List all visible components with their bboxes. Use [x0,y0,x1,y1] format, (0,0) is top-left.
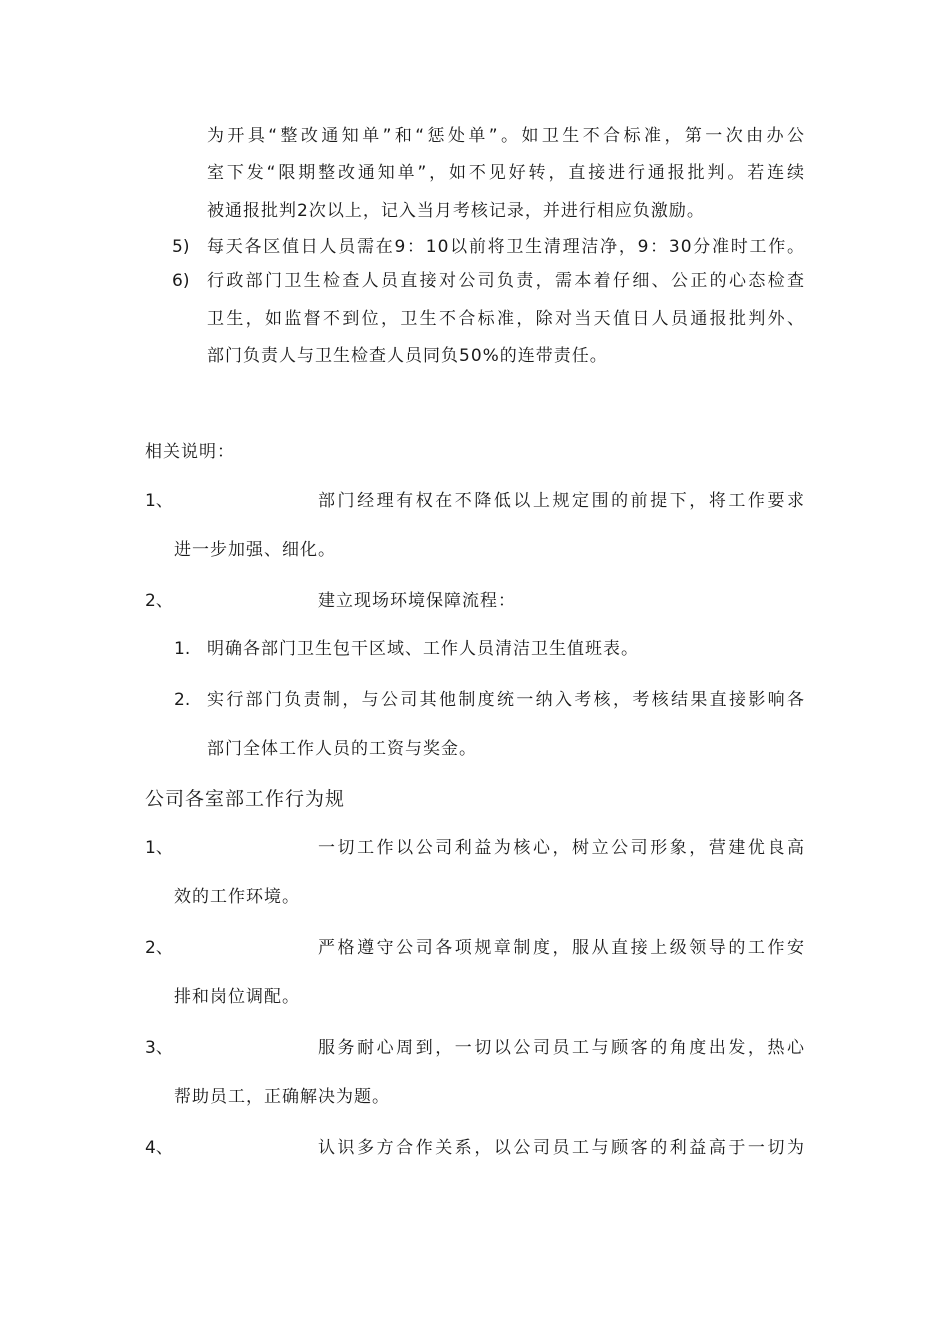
section-heading: 公司各室部工作行为规 [145,788,346,810]
sub-item-text: 明确各部门卫生包干区域、工作人员清洁卫生值班表。 [207,639,639,659]
sub-item-text: 实行部门负责制，与公司其他制度统一纳入考核，考核结果直接影响各 [207,690,805,710]
list-item-number: 3、 [145,1038,173,1058]
list-item-text: 服务耐心周到，一切以公司员工与顾客的角度出发，热心 [318,1038,805,1058]
list-item-number: 2、 [145,938,173,958]
sub-item-number: 1. [174,639,191,659]
list-item-number: 5) [172,237,190,257]
list-item-text: 认识多方合作关系，以公司员工与顾客的利益高于一切为 [318,1138,805,1158]
list-item-text: 进一步加强、细化。 [174,540,336,560]
list-item-number: 6) [172,271,190,291]
list-item-text: 一切工作以公司利益为核心，树立公司形象，营建优良高 [318,838,805,858]
list-item-text: 行政部门卫生检查人员直接对公司负责，需本着仔细、公正的心态检查 [207,271,805,291]
list-item-text: 部门负责人与卫生检查人员同负50%的连带责任。 [207,346,608,366]
list-item-text: 排和岗位调配。 [174,987,300,1007]
list-item-number: 1、 [145,838,173,858]
paragraph-line: 室下发“限期整改通知单”，如不见好转，直接进行通报批判。若连续 [207,163,805,183]
list-item-text: 部门经理有权在不降低以上规定围的前提下，将工作要求 [318,491,805,511]
list-item-number: 1、 [145,491,173,511]
paragraph-line: 被通报批判2次以上，记入当月考核记录，并进行相应负激励。 [207,201,705,221]
sub-item-text: 部门全体工作人员的工资与奖金。 [207,739,477,759]
list-item-text: 严格遵守公司各项规章制度，服从直接上级领导的工作安 [318,938,805,958]
paragraph-line: 为开具“整改通知单”和“惩处单”。如卫生不合标准，第一次由办公 [207,126,805,146]
section-title: 相关说明： [145,442,235,462]
list-item-number: 4、 [145,1138,173,1158]
list-item-text: 每天各区值日人员需在9：10以前将卫生清理洁净，9：30分准时工作。 [207,237,805,257]
list-item-text: 卫生，如监督不到位，卫生不合标准，除对当天值日人员通报批判外、 [207,309,805,329]
list-item-text: 效的工作环境。 [174,887,300,907]
list-item-text: 帮助员工，正确解决为题。 [174,1087,390,1107]
sub-item-number: 2. [174,690,191,710]
list-item-text: 建立现场环境保障流程： [318,591,516,611]
list-item-number: 2、 [145,591,173,611]
